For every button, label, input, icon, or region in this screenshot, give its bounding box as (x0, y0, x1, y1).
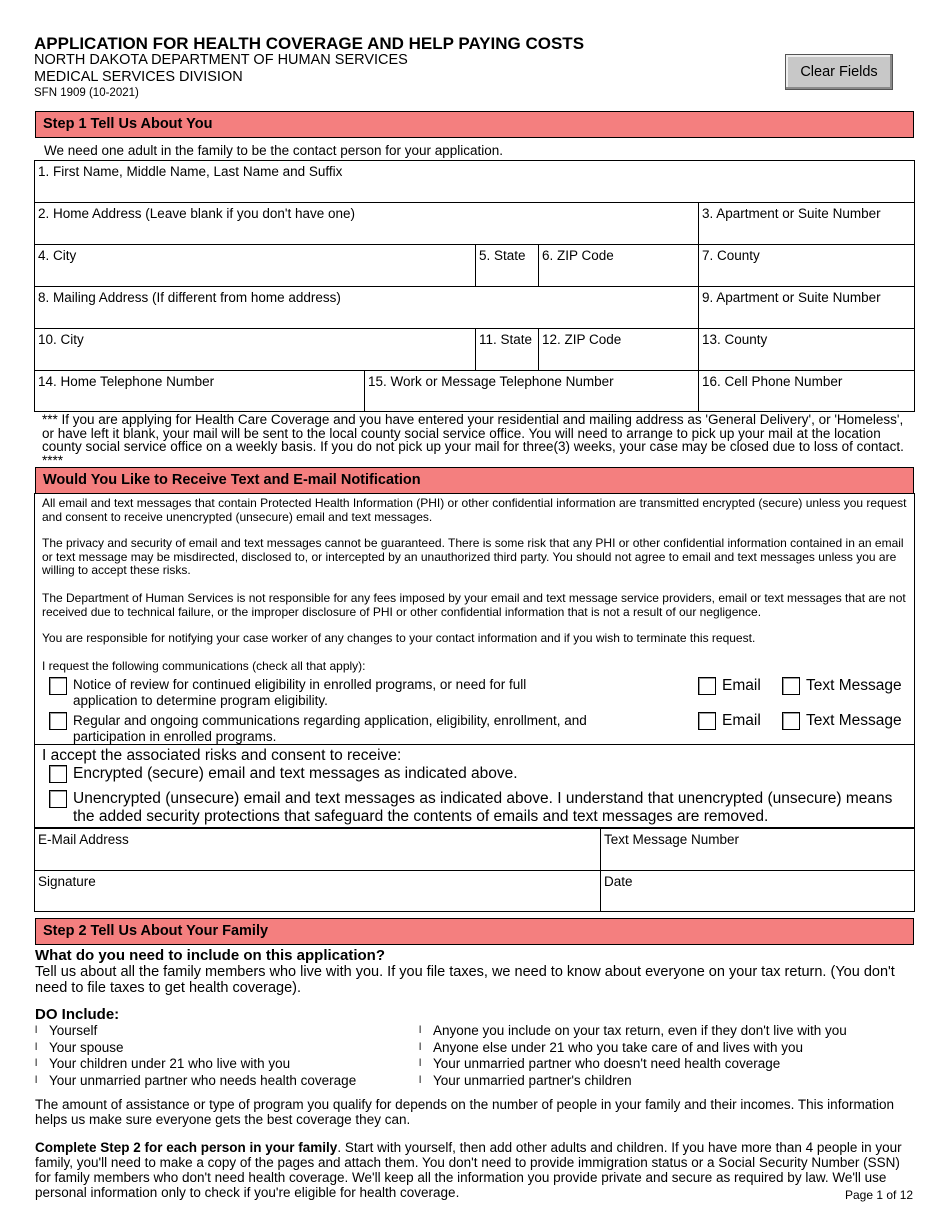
step2-heading: Step 2 Tell Us About Your Family (35, 918, 914, 945)
complete-step2-bold: Complete Step 2 for each person in your family (35, 1140, 338, 1155)
list-item: l Your children under 21 who live with you (35, 1056, 291, 1071)
review-text-checkbox[interactable] (782, 677, 800, 695)
review-notice-checkbox[interactable] (49, 677, 67, 695)
complete-step2-paragraph (35, 1140, 915, 1200)
county-label: 7. County (702, 248, 760, 263)
cell-phone-input[interactable] (701, 390, 913, 410)
work-phone-cell (365, 371, 699, 412)
apartment-label: 3. Apartment or Suite Number (702, 206, 881, 221)
agency-name: NORTH DAKOTA DEPARTMENT OF HUMAN SERVICES (34, 52, 408, 68)
list-item: l Anyone else under 21 who you take care of and lives with you (419, 1039, 803, 1055)
mailing-zip-input[interactable] (541, 348, 696, 368)
step1-intro: We need one adult in the family to be the contact person for your application. (44, 143, 504, 158)
mailing-city-input[interactable] (37, 348, 473, 368)
county-cell (699, 245, 915, 286)
unencrypted-consent-text: Unencrypted (unsecure) email and text messages as indicated above. I understand that unencrypted (unsecure) means the added security protections that safeguard the contents of emails and text messages are removed. (73, 790, 893, 825)
encrypted-consent-checkbox[interactable] (49, 765, 67, 783)
work-phone-input[interactable] (367, 390, 696, 410)
form-number: SFN 1909 (10-2021) (34, 87, 139, 99)
city-cell (35, 245, 476, 286)
grid-row-4 (35, 287, 914, 329)
date-cell (601, 871, 914, 912)
step2-intro: Tell us about all the family members who live with you. If you file taxes, we need to know about everyone on your tax return. (You don't need to file taxes to get health coverage). (35, 964, 895, 996)
complete-step2-rest: . Start with yourself, then add other adults and children. If you have more than 4 people in your family, you'll need to make a copy of the pages and attach them. You don't need to provide immigration status or a Social Security Number (SSN) for family members who don't need health coverage. We'll keep all the information you provide private and secure as required by law. We'll use personal information only to check if you're eligible for health coverage. (35, 1140, 902, 1200)
text-number-cell (601, 829, 914, 870)
contact-info-grid (34, 160, 915, 412)
mailing-county-label: 13. County (702, 332, 768, 347)
ongoing-text-label: Text Message (806, 712, 902, 729)
mailing-county-input[interactable] (701, 348, 913, 368)
full-name-input[interactable] (37, 180, 912, 200)
date-label: Date (604, 874, 633, 889)
home-phone-cell (35, 371, 365, 412)
home-address-cell (35, 203, 699, 244)
list-item: l Your spouse (35, 1039, 124, 1055)
review-email-checkbox[interactable] (698, 677, 716, 695)
city-input[interactable] (37, 264, 473, 284)
notification-heading: Would You Like to Receive Text and E-mail Notification (35, 467, 914, 494)
signature-cell (35, 871, 601, 912)
home-address-input[interactable] (37, 222, 696, 242)
full-name-label: 1. First Name, Middle Name, Last Name and Suffix (38, 164, 343, 179)
do-include-heading: DO Include: (35, 1006, 120, 1023)
email-address-label: E-Mail Address (38, 832, 129, 847)
assistance-paragraph: The amount of assistance or type of program you qualify for depends on the number of people in your family and their incomes. This information helps us make sure everyone gets the best coverage they can. (35, 1097, 894, 1127)
zip-label: 6. ZIP Code (542, 248, 614, 263)
signature-row (35, 871, 914, 912)
ongoing-communications-text: Regular and ongoing communications regarding application, eligibility, enrollment, and participation in enrolled programs. (73, 713, 587, 744)
state-label: 5. State (479, 248, 526, 263)
list-item: l Anyone you include on your tax return, even if they don't live with you (419, 1023, 847, 1038)
email-signature-grid (34, 827, 915, 912)
review-email-label: Email (722, 677, 761, 694)
zip-input[interactable] (541, 264, 696, 284)
include-list-left (35, 1023, 415, 1089)
mailing-apartment-cell (699, 287, 915, 328)
home-address-label: 2. Home Address (Leave blank if you don't have one) (38, 206, 356, 221)
include-list-right (419, 1023, 919, 1089)
list-item: l Your unmarried partner's children (419, 1072, 632, 1088)
form-title: APPLICATION FOR HEALTH COVERAGE AND HELP PAYING COSTS (34, 34, 585, 53)
cell-phone-cell (699, 371, 915, 412)
email-address-cell (35, 829, 601, 870)
mailing-state-cell (476, 329, 539, 370)
ongoing-email-checkbox[interactable] (698, 712, 716, 730)
mailing-address-input[interactable] (37, 306, 696, 326)
mailing-zip-label: 12. ZIP Code (542, 332, 622, 347)
encrypted-consent-text: Encrypted (secure) email and text messages as indicated above. (73, 765, 518, 782)
text-number-label: Text Message Number (604, 832, 740, 847)
email-row (35, 829, 914, 871)
bullet-icon: l (419, 1058, 422, 1069)
text-number-input[interactable] (603, 848, 912, 868)
mailing-address-label: 8. Mailing Address (If different from home address) (38, 290, 341, 305)
step1-heading: Step 1 Tell Us About You (35, 111, 914, 138)
grid-row-5 (35, 329, 914, 371)
bullet-icon: l (35, 1058, 38, 1069)
list-item: l Yourself (35, 1023, 98, 1038)
bullet-icon: l (419, 1074, 422, 1086)
mailing-state-input[interactable] (478, 348, 536, 368)
notification-p3: The Department of Human Services is not responsible for any fees imposed by your email and text message service providers, email or text messages that are not received due to technical failure, or the improper disclosure of PHI or other confidential information that is not a result of our negligence. (42, 591, 906, 619)
list-item: l Your unmarried partner who doesn't need health coverage (419, 1056, 781, 1071)
mailing-address-cell (35, 287, 699, 328)
work-phone-label: 15. Work or Message Telephone Number (368, 374, 614, 389)
apartment-cell (699, 203, 915, 244)
signature-input[interactable] (37, 890, 598, 910)
grid-row-3 (35, 245, 914, 287)
general-delivery-notice: *** If you are applying for Health Care Coverage and you have entered your residential and mailing address as 'General Delivery', or 'Homeless', or have left it blank, your mail will be sent to the local county social service office. You will need to arrange to pick up your mail at the location county social service office on a weekly basis. If you do not pick up your mail for three(3) weeks, your case may be closed due to loss of contact. **** (42, 412, 904, 468)
bullet-icon: l (419, 1025, 422, 1036)
mailing-zip-cell (539, 329, 699, 370)
division-name: MEDICAL SERVICES DIVISION (34, 69, 243, 85)
notification-p2: The privacy and security of email and text messages cannot be guaranteed. There is some risk that any PHI or other confidential information contained in an email or text message may be misdirected, disclosed to, or intercepted by an unauthorized third party. You should not agree to email and text messages unless you are willing to accept these risks. (42, 536, 904, 577)
bullet-icon: l (35, 1041, 38, 1053)
consent-divider (35, 744, 915, 745)
grid-row-1 (35, 161, 914, 203)
ongoing-email-label: Email (722, 712, 761, 729)
state-cell (476, 245, 539, 286)
mailing-city-cell (35, 329, 476, 370)
unencrypted-consent-checkbox[interactable] (49, 790, 67, 808)
date-input[interactable] (603, 890, 912, 910)
city-label: 4. City (38, 248, 77, 263)
notification-p4: You are responsible for notifying your case worker of any changes to your contact information and if you wish to terminate this request. (42, 631, 756, 645)
county-input[interactable] (701, 264, 913, 284)
mailing-apartment-input[interactable] (701, 306, 913, 326)
list-item: l Your unmarried partner who needs health coverage (35, 1072, 357, 1088)
mailing-apartment-label: 9. Apartment or Suite Number (702, 290, 881, 305)
ongoing-text-checkbox[interactable] (782, 712, 800, 730)
clear-fields-button[interactable]: Clear Fields (785, 54, 893, 90)
bullet-icon: l (419, 1041, 422, 1053)
signature-label: Signature (38, 874, 96, 889)
ongoing-communications-checkbox[interactable] (49, 712, 67, 730)
grid-row-6 (35, 371, 914, 412)
review-text-label: Text Message (806, 677, 902, 694)
request-label: I request the following communications (check all that apply): (42, 659, 366, 673)
email-address-input[interactable] (37, 848, 598, 868)
mailing-state-label: 11. State (479, 332, 533, 347)
accept-label: I accept the associated risks and consent to receive: (42, 747, 402, 764)
home-phone-input[interactable] (37, 390, 362, 410)
home-phone-label: 14. Home Telephone Number (38, 374, 215, 389)
mailing-county-cell (699, 329, 915, 370)
review-notice-text: Notice of review for continued eligibility in enrolled programs, or need for full application to determine program eligibility. (73, 677, 527, 708)
step2-question: What do you need to include on this application? (35, 947, 385, 964)
cell-phone-label: 16. Cell Phone Number (702, 374, 843, 389)
notification-p1: All email and text messages that contain Protected Health Information (PHI) or other confidential information are transmitted encrypted (secure) unless you request and consent to receive unencrypted (unsecure) email and text messages. (42, 496, 907, 524)
mailing-city-label: 10. City (38, 332, 84, 347)
bullet-icon: l (35, 1074, 38, 1086)
bullet-icon: l (35, 1025, 38, 1036)
page-number: Page 1 of 12 (845, 1188, 914, 1202)
state-input[interactable] (478, 264, 536, 284)
zip-cell (539, 245, 699, 286)
grid-row-2 (35, 203, 914, 245)
apartment-input[interactable] (701, 222, 913, 242)
